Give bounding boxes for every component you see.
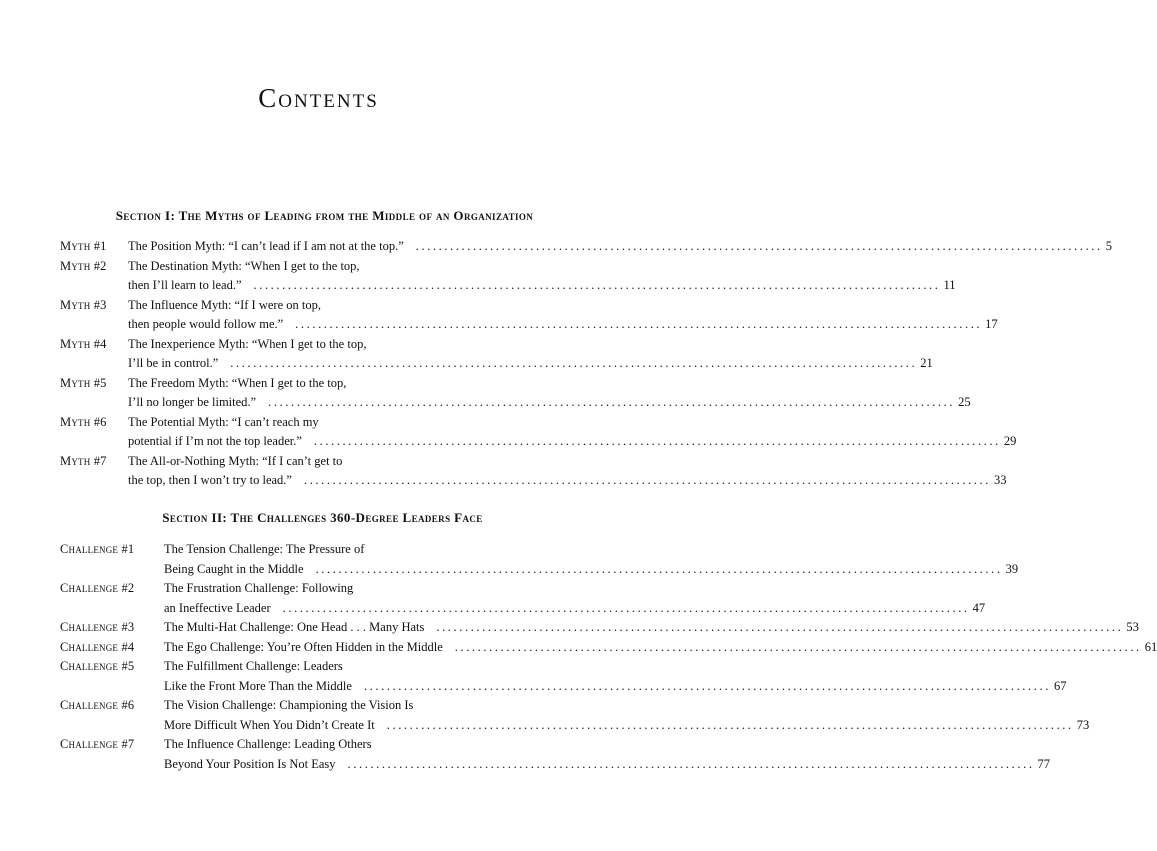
- page-title: Contents: [258, 83, 379, 113]
- toc-entry-page-number: 33: [993, 473, 1007, 487]
- toc-entry-title-line: [164, 599, 986, 619]
- toc-entry-page-number: 47: [972, 600, 986, 615]
- toc-entry-title-line: [128, 335, 366, 355]
- toc-entry-title: The Frustration Challenge: Following: [164, 581, 354, 595]
- toc-entry-title-line: [164, 618, 1139, 638]
- toc-entry-title-line: [128, 432, 1017, 452]
- dot-leader: ........................................................................................................................: [303, 473, 991, 487]
- toc-entry-title-line: [128, 452, 342, 472]
- dot-leader: ........................................................................................................................: [386, 717, 1074, 732]
- toc-entry-page-number: 21: [920, 356, 933, 370]
- toc-entry-title: The Tension Challenge: The Pressure of: [164, 542, 365, 556]
- toc-entry-page-number: 39: [1005, 561, 1019, 576]
- toc-entry-page-number: 29: [1003, 434, 1017, 448]
- dot-leader: ........................................................................................................................: [363, 678, 1051, 693]
- toc-entry-label: Challenge #1: [60, 542, 135, 556]
- toc-entry-title: The Fulfillment Challenge: Leaders: [164, 659, 343, 673]
- toc-entry-title-line: [164, 579, 353, 599]
- toc-entry-page-number: 73: [1076, 717, 1090, 732]
- toc-entry-label: Challenge #4: [60, 639, 135, 654]
- toc-entry-title-line: [128, 315, 998, 335]
- dot-leader: ........................................................................................................................: [436, 620, 1124, 634]
- toc-entry-label: Myth #6: [60, 414, 107, 429]
- toc-entry-title: The Potential Myth: “I can’t reach my: [128, 414, 319, 429]
- toc-entry-title: potential if I’m not the top leader.”: [128, 434, 302, 448]
- section-heading: Section I: The Myths of Leading from the Middle of an Organization: [115, 208, 534, 223]
- toc-entry-page-number: 61: [1144, 639, 1157, 654]
- toc-entry-page-number: 17: [985, 317, 998, 331]
- dot-leader: ........................................................................................................................: [415, 239, 1103, 253]
- toc-entry-title-line: [164, 735, 372, 755]
- toc-entry-label: Challenge #7: [60, 737, 135, 751]
- toc-entry-title: Being Caught in the Middle: [164, 561, 304, 576]
- toc-entry-label: Myth #3: [60, 297, 107, 312]
- dot-leader: ........................................................................................................................: [282, 600, 970, 615]
- toc-entry-title-line: [128, 413, 319, 433]
- toc-entry-title-line: [128, 276, 956, 296]
- toc-entry-title: I’ll no longer be limited.”: [128, 395, 257, 409]
- toc-entry-title: I’ll be in control.”: [128, 356, 219, 370]
- toc-entry-title-line: [128, 257, 360, 277]
- toc-entry-title: The Position Myth: “I can’t lead if I am not at the top.”: [128, 239, 404, 253]
- toc-entry-label: Myth #2: [60, 258, 107, 273]
- section-heading: Section II: The Challenges 360-Degree Leaders Face: [162, 510, 483, 525]
- dot-leader: ........................................................................................................................: [268, 395, 956, 409]
- toc-entry-label: Challenge #3: [60, 620, 135, 634]
- toc-entry-title-line: [164, 677, 1067, 697]
- toc-entry-title-line: [164, 638, 1157, 658]
- toc-entry-label: Myth #7: [60, 453, 107, 468]
- toc-entry-title: the top, then I won’t try to lead.”: [128, 473, 292, 487]
- toc-entry-label: Challenge #2: [60, 581, 135, 595]
- toc-entry-title-line: [128, 296, 321, 316]
- toc-entry-title-line: [128, 393, 971, 413]
- toc-entry-title: The Inexperience Myth: “When I get to the top,: [128, 336, 367, 351]
- toc-entry-page-number: 67: [1053, 678, 1067, 693]
- toc-entry-title-line: [164, 716, 1090, 736]
- dot-leader: ........................................................................................................................: [454, 639, 1142, 654]
- toc-entry-title: The Vision Challenge: Championing the Vision Is: [164, 698, 414, 712]
- toc-entry-title: then I’ll learn to lead.”: [128, 278, 242, 292]
- dot-leader: ........................................................................................................................: [253, 278, 941, 292]
- toc-entry-title: More Difficult When You Didn’t Create It: [164, 717, 375, 732]
- toc-entry-label: Challenge #6: [60, 698, 135, 712]
- toc-entry-title-line: [164, 755, 1051, 775]
- toc-entry-page-number: 53: [1126, 620, 1139, 634]
- toc-entry-title: The All-or-Nothing Myth: “If I can’t get to: [128, 453, 343, 468]
- toc-entry-title: The Destination Myth: “When I get to the top,: [128, 258, 360, 273]
- toc-entry-label: Challenge #5: [60, 659, 135, 673]
- toc-entry-title-line: [164, 540, 364, 560]
- toc-entry-page-number: 25: [958, 395, 971, 409]
- toc-entry-label: Myth #4: [60, 336, 107, 351]
- toc-entry-label: Myth #5: [60, 375, 107, 390]
- toc-entry-title: Like the Front More Than the Middle: [164, 678, 352, 693]
- toc-entry-page-number: 11: [943, 278, 956, 292]
- toc-entry-title: The Influence Challenge: Leading Others: [164, 737, 372, 751]
- toc-entry-title: The Multi-Hat Challenge: One Head . . . Many Hats: [164, 620, 425, 634]
- toc-entry-label: Myth #1: [60, 239, 107, 253]
- toc-entry-title-line: [164, 696, 413, 716]
- dot-leader: ........................................................................................................................: [230, 356, 918, 370]
- toc-entry-title-line: [128, 374, 346, 394]
- dot-leader: ........................................................................................................................: [313, 434, 1001, 448]
- toc-entry-title: The Freedom Myth: “When I get to the top,: [128, 375, 347, 390]
- toc-entry-page-number: 5: [1105, 239, 1112, 253]
- toc-entry-page-number: 77: [1037, 756, 1051, 771]
- dot-leader: ........................................................................................................................: [315, 561, 1003, 576]
- dot-leader: ........................................................................................................................: [295, 317, 983, 331]
- toc-entry-title: an Ineffective Leader: [164, 600, 271, 615]
- toc-entry-title: then people would follow me.”: [128, 317, 284, 331]
- dot-leader: ........................................................................................................................: [347, 756, 1035, 771]
- toc-entry-title-line: [128, 237, 1112, 257]
- toc-entry-title: The Ego Challenge: You’re Often Hidden in the Middle: [164, 639, 443, 654]
- toc-entry-title: The Influence Myth: “If I were on top,: [128, 297, 321, 312]
- toc-entry-title-line: [164, 560, 1019, 580]
- toc-entry-title: Beyond Your Position Is Not Easy: [164, 756, 336, 771]
- toc-entry-title-line: [128, 354, 933, 374]
- toc-entry-title-line: [128, 471, 1007, 491]
- toc-entry-title-line: [164, 657, 343, 677]
